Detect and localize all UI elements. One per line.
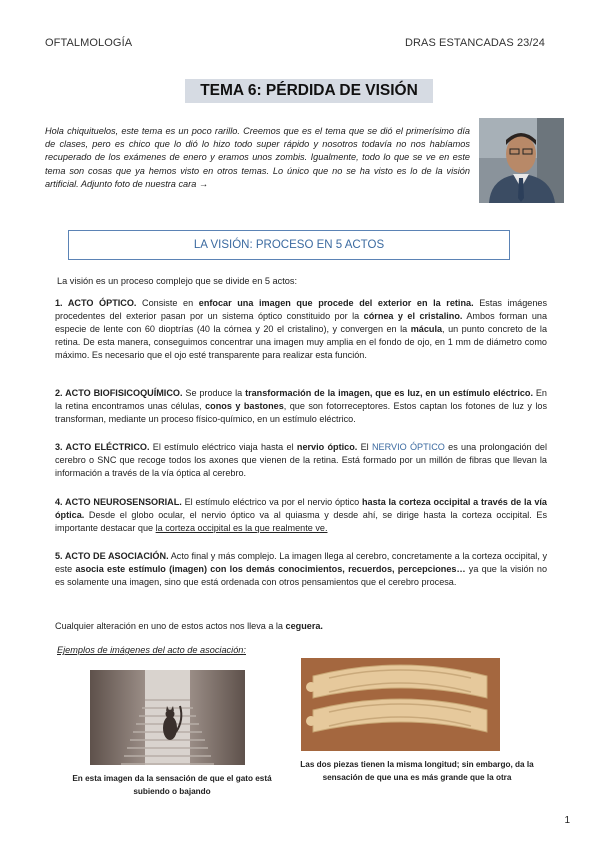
- act-5-paragraph: [55, 550, 547, 589]
- act-2-title: 2. ACTO BIOFISICOQUÍMICO.: [55, 388, 183, 398]
- act-2-text: Se produce la: [182, 388, 246, 398]
- act-4-title: 4. ACTO NEUROSENSORIAL.: [55, 497, 182, 507]
- act-1-title: 1. ACTO ÓPTICO.: [55, 298, 137, 308]
- closing-text: Cualquier alteración en uno de estos actos nos lleva a la: [55, 621, 286, 631]
- act-1-bold: enfocar una imagen que procede del exterior en la retina.: [198, 298, 474, 308]
- closing-paragraph: [55, 620, 547, 633]
- act-4-text: El estímulo eléctrico va por el nervio óptico: [181, 497, 362, 507]
- page-title: TEMA 6: PÉRDIDA DE VISIÓN: [185, 79, 433, 103]
- cat-stairs-image: [90, 670, 245, 765]
- act-1-text: Estas imágenes procedentes del exterior pasan por un sistema óptico constituido por la: [55, 298, 547, 321]
- page-number: 1: [564, 815, 570, 826]
- intro-paragraph: Hola chiquituelos, este tema es un poco rarillo. Creemos que es el tema que se dió el primerísimo día de clases, pero es chico que lo dió lo hizo todo super rápido y nosotros todavía no nos habíamos recuperado de los exámenes de enero y eramos unos zombis. Igualmente, todo lo que se ve en este tema son cosas que ya hemos visto en otros temas. Lo único que no se ha visto es lo de la visión artificial. Adjunto foto de nuestra cara →: [45, 126, 470, 189]
- act-2-text: En la retina encontramos unas células,: [55, 388, 547, 411]
- act-3-text: El estímulo eléctrico viaja hasta el: [149, 442, 297, 452]
- author-photo: [479, 118, 564, 203]
- act-2-bold: conos y bastones: [205, 401, 284, 411]
- act-1-text: , un punto concreto de la retina. De esta manera, conseguimos concentrar una imagen muy amplia en el fondo de ojo, en 1 mm de diámetro como máximo. Es necesario que el ojo esté transparente para realizar esta función.: [55, 324, 548, 360]
- act-4-underline: la corteza occipital es la que realmente ve.: [155, 523, 328, 533]
- examples-heading-colon: :: [243, 645, 246, 655]
- act-1-paragraph: [55, 297, 547, 362]
- act-3-text: es una prolongación del cerebro o SNC que recoge todos los axones que vienen de la retina. Está formado por un millón de fibras que llevan la información a través de la vía óptica al cerebro.: [55, 442, 548, 478]
- act-5-title: 5. ACTO DE ASOCIACIÓN.: [55, 551, 169, 561]
- act-3-title: 3. ACTO ELÉCTRICO.: [55, 442, 150, 452]
- act-4-paragraph: [55, 496, 547, 535]
- section-heading: LA VISIÓN: PROCESO EN 5 ACTOS: [68, 230, 510, 260]
- wooden-pieces-image: [301, 658, 500, 751]
- act-1-bold: córnea y el cristalino.: [363, 311, 463, 321]
- header-subject: OFTALMOLOGÍA: [45, 37, 133, 49]
- act-2-paragraph: [55, 387, 547, 426]
- lead-text: La visión es un proceso complejo que se divide en 5 actos:: [57, 276, 298, 286]
- act-2-bold: transformación de la imagen, que es luz, en un estímulo eléctrico.: [245, 388, 533, 398]
- stairs-caption: En esta imagen da la sensación de que el gato está subiendo o bajando: [72, 774, 272, 796]
- act-5-text: ya que la visión no es solamente una imagen, sino que está ordenada con otros pensamientos que el cerebro procesa.: [55, 564, 548, 587]
- act-4-bold: hasta la corteza occipital a través de la vía óptica.: [55, 497, 547, 520]
- act-2-text: , que son fotorreceptores. Estos captan los fotones de luz y los transforman, mediante un proceso físico-químico, en un estímulo eléctrico.: [55, 401, 547, 424]
- nervio-optico-highlight: NERVIO ÓPTICO: [371, 442, 445, 452]
- act-5-text: Acto final y más complejo. La imagen llega al cerebro, concretamente a la corteza occipital, y este: [55, 551, 548, 574]
- act-1-text: Consiste en: [136, 298, 199, 308]
- act-3-paragraph: [55, 441, 547, 480]
- examples-heading-text: Ejemplos de imágenes del acto de asociación: [57, 645, 244, 655]
- header-authors: DRAS ESTANCADAS 23/24: [404, 37, 545, 49]
- pieces-caption: Las dos piezas tienen la misma longitud; sin embargo, da la sensación de que una es más grande que la otra: [300, 760, 534, 782]
- act-4-text: Desde el globo ocular, el nervio óptico va al quiasma y desde ahí, se dirige hasta la corteza occipital. Es importante destacar que: [55, 510, 547, 533]
- act-1-bold: mácula: [410, 324, 443, 334]
- closing-bold: ceguera.: [285, 621, 323, 631]
- act-5-bold: asocia este estímulo (imagen) con los demás conocimientos, recuerdos, percepciones…: [75, 564, 466, 574]
- examples-heading: [57, 645, 246, 655]
- act-1-text: Ambos forman una especie de lente con 60 dioptrías (40 la córnea y 20 el cristalino), y convergen en la: [55, 311, 547, 334]
- act-3-text: El: [357, 442, 372, 452]
- act-3-bold: nervio óptico.: [296, 442, 358, 452]
